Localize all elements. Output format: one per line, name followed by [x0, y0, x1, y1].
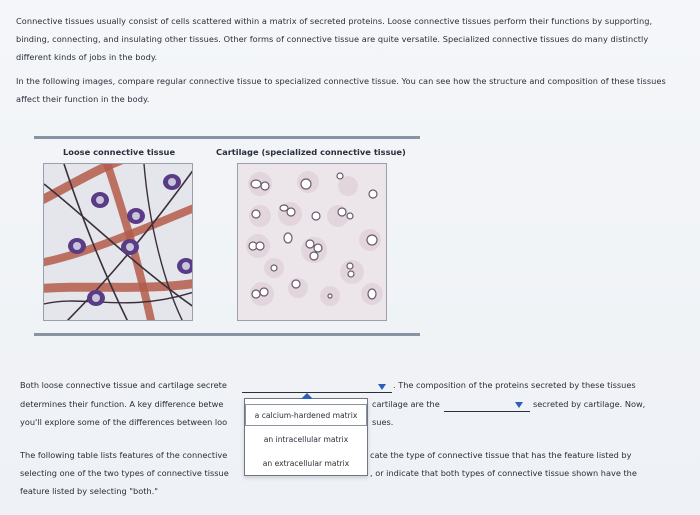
- question-line-4-start: The following table lists features of the connective: [20, 450, 228, 460]
- question-line-6: feature listed by selecting "both.": [20, 486, 158, 496]
- question-line-2-end: secreted by cartilage. Now,: [533, 399, 646, 409]
- question-line-1-end: . The composition of the proteins secreted by these tissues: [393, 380, 636, 390]
- chevron-down-icon[interactable]: [378, 384, 386, 390]
- question-line-5-end: , or indicate that both types of connective tissue shown have the: [370, 468, 637, 478]
- option-intracellular-matrix[interactable]: an intracellular matrix: [245, 429, 367, 451]
- chevron-down-icon[interactable]: [515, 402, 523, 408]
- question-line-5-start: selecting one of the two types of connective tissue: [20, 468, 229, 478]
- cartilage-image: [237, 163, 387, 321]
- chevron-up-icon[interactable]: [301, 393, 313, 399]
- option-extracellular-matrix[interactable]: an extracellular matrix: [245, 453, 367, 475]
- question-line-1-start: Both loose connective tissue and cartilage secrete: [20, 380, 227, 390]
- caption-loose-connective-tissue: Loose connective tissue: [63, 147, 176, 157]
- secretion-blank-dropdown[interactable]: [242, 381, 392, 393]
- figure-top-rule: [34, 136, 420, 139]
- loose-connective-tissue-image: [43, 163, 193, 321]
- option-calcium-hardened-matrix[interactable]: a calcium-hardened matrix: [245, 404, 367, 426]
- intro-text: [16, 12, 676, 114]
- matrix-options-dropdown[interactable]: [244, 398, 368, 476]
- figure-bottom-rule: [34, 333, 420, 336]
- intro-paragraph-2: In the following images, compare regular connective tissue to specialized connective tissue. You can see how the structure and composition of these tissues affect their function in the body.: [16, 76, 666, 104]
- question-line-2-start: determines their function. A key difference betwe: [20, 399, 224, 409]
- caption-cartilage: Cartilage (specialized connective tissue): [216, 147, 406, 157]
- question-line-3-end: sues.: [372, 417, 394, 427]
- question-line-2-mid: cartilage are the: [372, 399, 440, 409]
- question-line-3-start: you'll explore some of the differences between loo: [20, 417, 228, 427]
- intro-paragraph-1: Connective tissues usually consist of cells scattered within a matrix of secreted proteins. Loose connective tissues perform their functions by supporting, binding, connecting, and insulating other tissues. Other forms of connective tissue are quite versatile. Specialized connective tissues do many distinctly different kinds of jobs in the body.: [16, 16, 653, 62]
- question-line-4-end: cate the type of connective tissue that has the feature listed by: [370, 450, 632, 460]
